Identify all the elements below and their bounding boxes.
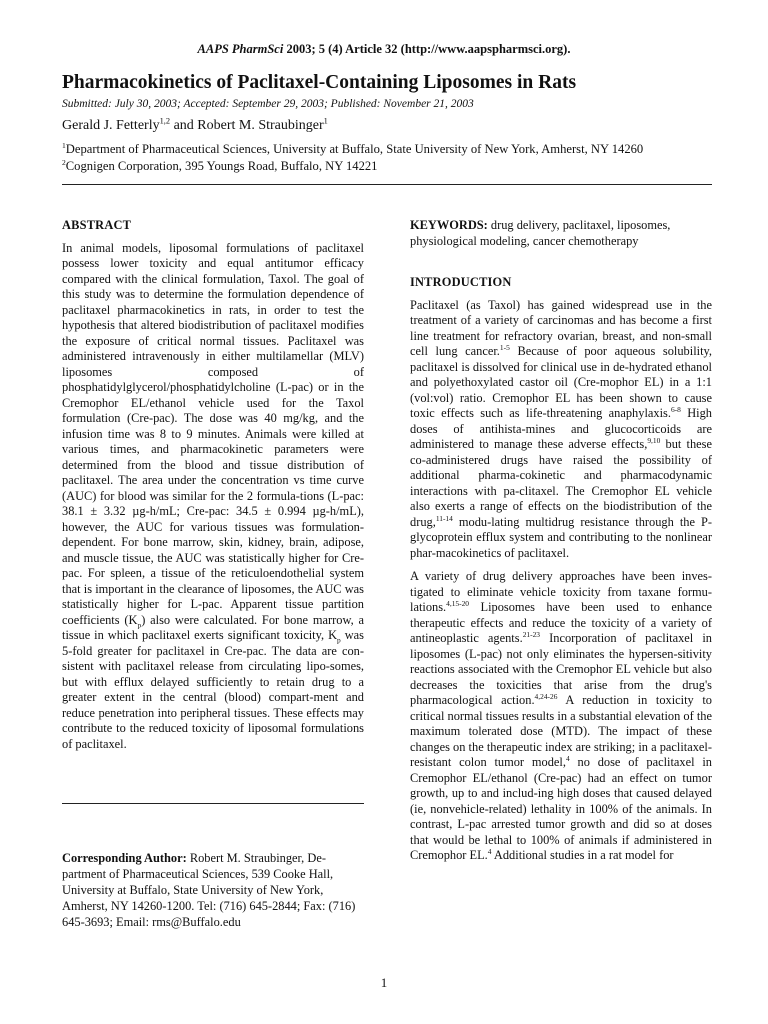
kp-subscript-2: p	[337, 635, 341, 645]
corresponding-author-text: Robert M. Straubinger, De-partment of Pharmaceutical Sciences, 539 Cooke Hall, University at Buffalo, State University of New York, Amherst, NY 14260-1200. Tel: (716) 645-2844; Fax: (716) 645-3693; Email: rms@Buffalo.edu	[62, 851, 356, 929]
keywords	[410, 218, 712, 249]
header-divider	[62, 184, 712, 185]
intro-p2-text-f: Additional studies in a rat model for	[491, 848, 674, 862]
intro-p1-text-b: Because of poor aqueous solubility, paclitaxel is dissolved for clinical use in de-hydrated ethanol and polyethoxylated castor oil (Cre-mophor EL) in a 1:1 (vol:vol) ratio. Cremophor EL has been shown to cause toxic effects such as life-threatening anaphylaxis.	[410, 344, 713, 420]
paper-title: Pharmacokinetics of Paclitaxel-Containing Liposomes in Rats	[62, 72, 577, 93]
intro-p1-text-d: but these co-administered drugs have raised the possibility of additional pharma-cokinetic and pharmacodynamic interactions with pa-clitaxel. The Cremophor EL vehicle also exerts a range of effects on the biodistribution of the drug,	[410, 437, 712, 529]
journal-citation: 2003; 5 (4) Article 32 (http://www.aapspharmsci.org).	[283, 42, 571, 56]
abstract-text-3: was 5-fold greater for paclitaxel in Cre-pac. The data are con-sistent with paclitaxel release from circulating lipo-somes, but with efflux delayed sufficiently to retain drug to a greater extent in the central (blood) compart-ment and reduce penetration into peripheral tissues. These effects may contribute to the reduced toxicity of liposomal formulations of paclitaxel.	[62, 628, 364, 751]
right-column	[410, 218, 712, 872]
citation-ref: 4	[565, 753, 570, 763]
keywords-label: KEYWORDS:	[410, 218, 488, 232]
affiliation-1-marker: 1	[62, 140, 66, 150]
intro-p1-text-e: modu-lating multidrug resistance through the P-glycoprotein efflux system and contributing to the nonlinear phar-macokinetics of paclitaxel.	[410, 514, 712, 560]
abstract-heading: ABSTRACT	[62, 218, 132, 232]
corresponding-author	[62, 850, 364, 930]
citation-ref: 21-23	[522, 629, 541, 639]
intro-p2-text-c: Incorporation of paclitaxel in liposomes (L-pac) not only eliminates the hypersen-sitivity reactions associated with the Cremophor EL vehicle but also decreases the toxicities that arise from the drug's pharmacological action.	[410, 631, 712, 707]
journal-citation-line	[0, 42, 768, 57]
affiliation-2-text: Cognigen Corporation, 395 Youngs Road, Buffalo, NY 14221	[65, 159, 378, 173]
author-2: and Robert M. Straubinger	[170, 118, 324, 133]
journal-name: AAPS PharmSci	[197, 42, 284, 56]
affiliation-1	[62, 141, 643, 158]
intro-p2-text-a: A variety of drug delivery approaches have been inves-tigated to eliminate vehicle toxicity from taxane formu-lations.	[410, 569, 712, 614]
intro-p2-text-b: Liposomes have been used to enhance therapeutic effects and reduce the toxicity of a variety of antineoplastic agents.	[410, 600, 712, 645]
intro-p1-text-c: High doses of antihista-mines and glucocorticoids are administered to manage these adverse effects,	[410, 406, 712, 451]
affiliation-2-marker: 2	[62, 157, 66, 167]
author-1: Gerald J. Fetterly	[62, 118, 160, 133]
citation-ref: 9,10	[647, 435, 661, 445]
corresponding-author-label: Corresponding Author:	[62, 851, 187, 865]
abstract-paragraph	[62, 241, 364, 753]
author-1-affil-marker: 1,2	[159, 116, 171, 126]
citation-ref: 11-14	[435, 513, 453, 523]
keywords-text: drug delivery, paclitaxel, liposomes, physiological modeling, cancer chemotherapy	[410, 218, 671, 248]
publication-dates: Submitted: July 30, 2003; Accepted: September 29, 2003; Published: November 21, 2003	[62, 98, 474, 110]
author-line	[62, 118, 328, 134]
citation-ref: 1-5	[499, 342, 510, 352]
intro-p2-text-e: no dose of paclitaxel in Cremophor EL/ethanol (Cre-pac) had an effect on tumor growth, up to and includ-ing high doses that caused delayed (ie, nonvehicle-related) lethality in 100% of the animals. In contrast, L-pac arrested tumor growth and did so at doses that would be lethal to 100% of animals if administered in Cremophor EL.	[410, 755, 712, 862]
citation-ref: 4,24-26	[534, 691, 558, 701]
left-column	[62, 218, 364, 760]
affiliation-2	[62, 158, 377, 175]
intro-p2-text-d: A reduction in toxicity to critical normal tissues results in a substantial elevation of the maximum tolerated dose (MTD). The impact of these changes on the therapeutic index are striking; in a paclitaxel-resistant colon tumor model,	[410, 693, 712, 769]
kp-subscript-1: p	[137, 619, 142, 629]
citation-ref: 4	[487, 846, 492, 856]
author-2-affil-marker: 1	[323, 116, 328, 126]
citation-ref: 6-8	[670, 404, 681, 414]
introduction-paragraph-1	[410, 298, 712, 562]
intro-p1-text-a: Paclitaxel (as Taxol) has gained widespread use in the treatment of a variety of carcinomas and has become a first line treatment for refractory ovarian, breast, and non-small cell lung cancer.	[410, 297, 712, 358]
abstract-text-1: In animal models, liposomal formulations of paclitaxel possess lower toxicity and equal antitumor efficacy compared with the clinical formulation, Taxol. The goal of this study was to determine the formulation dependence of paclitaxel pharmacokinetics in rats, in order to test the hypothesis that altered biodistribution of paclitaxel modifies the exposure of critical normal tissues. Paclitaxel was administered intravenously in either multilamellar (MLV) liposomes composed of phosphatidylglycerol/phosphatidylcholine (L-pac) or in the Cremophor EL/ethanol vehicle used for the Taxol formulation (Cre-pac). The dose was 40 mg/kg, and the infusion time was 8 to 9 minutes. Animals were killed at various times, and pharmacokinetic parameters were determined from the blood and tissue distribution of paclitaxel. The area under the concentration vs time curve (AUC) for blood was similar for the 2 formula-tions (L-pac: 38.1 ± 3.32 µg-h/mL; Cre-pac: 34.5 ± 0.994 µg-h/mL), however, the AUC for various tissues was formulation-dependent. For bone marrow, skin, kidney, brain, adipose, and muscle tissue, the AUC was statistically higher for Cre-pac. For spleen, a tissue of the reticuloendothelial system that is important in the clearance of liposomes, the AUC was statistically higher for L-pac. Apparent tissue partition coefficients (K	[62, 240, 364, 627]
introduction-paragraph-2	[410, 569, 712, 864]
affiliation-1-text: Department of Pharmaceutical Sciences, University at Buffalo, State University of New York, Amherst, NY 14260	[65, 142, 644, 156]
introduction-heading: INTRODUCTION	[410, 275, 512, 289]
abstract-text-2: ) also were calculated. For bone marrow, a tissue in which paclitaxel exerts significant toxicity, K	[62, 612, 364, 642]
page-number: 1	[380, 975, 388, 990]
abstract-divider	[62, 803, 364, 804]
citation-ref: 4,15-20	[446, 598, 470, 608]
